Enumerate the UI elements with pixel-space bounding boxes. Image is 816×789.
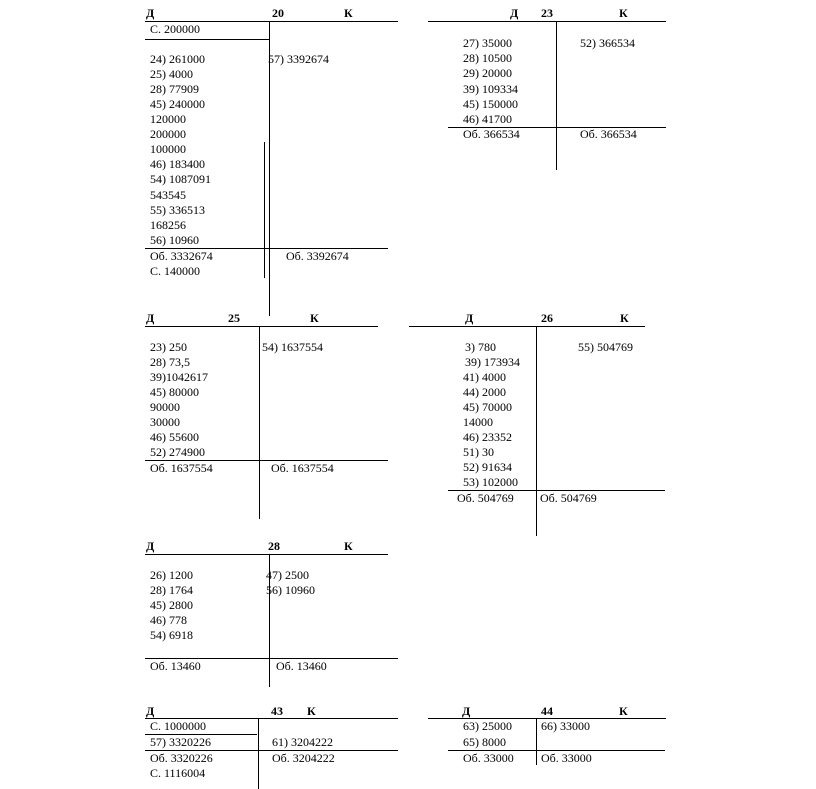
debit-entry: 100000	[150, 142, 186, 156]
debit-entry: 45) 80000	[150, 385, 199, 399]
credit-entry: 66) 33000	[541, 719, 590, 733]
turnover-credit: Об. 13460	[276, 659, 327, 673]
header-rule	[145, 554, 388, 555]
debit-entry: 39) 173934	[465, 355, 520, 369]
debit-label: Д	[146, 6, 155, 20]
turnover-debit: Об. 3332674	[150, 249, 213, 263]
debit-entry: 46) 778	[150, 613, 187, 627]
debit-entry: 14000	[463, 415, 493, 429]
credit-entry: 57) 3392674	[268, 52, 329, 66]
debit-entry: 53) 102000	[463, 475, 518, 489]
debit-entry: 63) 25000	[463, 719, 512, 733]
closing-balance: С. 1116004	[150, 766, 206, 780]
t-account-divider-inner	[264, 142, 265, 278]
debit-entry: 45) 2800	[150, 598, 193, 612]
debit-entry: 46) 41700	[463, 112, 512, 126]
debit-entry: 120000	[150, 112, 186, 126]
account-number: 23	[541, 6, 553, 20]
t-account-divider	[259, 326, 260, 519]
account-number: 20	[272, 6, 284, 20]
debit-entry: 55) 336513	[150, 203, 205, 217]
opening-rule	[145, 39, 270, 40]
credit-label: К	[344, 6, 353, 20]
turnover-credit: Об. 3204222	[272, 751, 335, 765]
debit-entry: 45) 240000	[150, 97, 205, 111]
debit-entry: 3) 780	[465, 340, 496, 354]
credit-entry: 56) 10960	[266, 583, 315, 597]
debit-entry: 28) 10500	[463, 51, 512, 65]
turnover-debit: Об. 3320226	[150, 751, 213, 765]
account-number: 25	[228, 311, 240, 325]
credit-entry: 61) 3204222	[272, 735, 333, 749]
debit-label: Д	[146, 704, 155, 718]
credit-label: К	[620, 311, 629, 325]
turnover-debit: Об. 1637554	[150, 461, 213, 475]
turnover-debit: Об. 504769	[457, 491, 514, 505]
credit-entry: 52) 366534	[580, 36, 635, 50]
debit-entry: 24) 261000	[150, 52, 205, 66]
debit-label: Д	[462, 704, 471, 718]
credit-label: К	[344, 539, 353, 553]
debit-entry: 52) 274900	[150, 445, 205, 459]
account-number: 26	[541, 311, 553, 325]
header-rule	[428, 21, 666, 22]
debit-entry: 41) 4000	[463, 370, 506, 384]
t-account-divider	[536, 326, 537, 536]
debit-entry: 39) 109334	[463, 82, 518, 96]
opening-balance: С. 200000	[150, 22, 201, 36]
t-account-divider	[258, 718, 259, 789]
debit-entry: 57) 3320226	[150, 735, 211, 749]
opening-balance: С. 1000000	[150, 719, 207, 733]
debit-entry: 65) 8000	[463, 735, 506, 749]
debit-entry: 51) 30	[463, 445, 494, 459]
debit-entry: 27) 35000	[463, 36, 512, 50]
debit-entry: 168256	[150, 218, 186, 232]
credit-label: К	[310, 311, 319, 325]
turnover-credit: Об. 3392674	[286, 249, 349, 263]
credit-entry: 55) 504769	[578, 340, 633, 354]
debit-entry: 29) 20000	[463, 66, 512, 80]
debit-entry: 45) 70000	[463, 400, 512, 414]
turnover-debit: Об. 366534	[463, 127, 520, 141]
t-account-divider	[536, 718, 537, 765]
debit-entry: 543545	[150, 188, 186, 202]
debit-entry: 52) 91634	[463, 460, 512, 474]
credit-label: К	[619, 6, 628, 20]
turnover-credit: Об. 33000	[541, 751, 592, 765]
debit-label: Д	[510, 6, 519, 20]
debit-entry: 46) 183400	[150, 157, 205, 171]
debit-label: Д	[465, 311, 474, 325]
turnover-credit: Об. 504769	[540, 491, 597, 505]
debit-entry: 39)1042617	[150, 370, 208, 384]
t-account-divider	[556, 21, 557, 170]
debit-label: Д	[146, 539, 155, 553]
debit-entry: 26) 1200	[150, 568, 193, 582]
debit-entry: 28) 73,5	[150, 355, 190, 369]
credit-entry: 47) 2500	[266, 568, 309, 582]
debit-entry: 45) 150000	[463, 97, 518, 111]
debit-entry: 46) 55600	[150, 430, 199, 444]
credit-label: К	[619, 704, 628, 718]
debit-entry: 28) 1764	[150, 583, 193, 597]
closing-balance: С. 140000	[150, 264, 201, 278]
account-number: 28	[268, 539, 280, 553]
debit-entry: 23) 250	[150, 340, 187, 354]
debit-entry: 200000	[150, 127, 186, 141]
debit-entry: 90000	[150, 400, 180, 414]
credit-label: К	[307, 704, 316, 718]
debit-label: Д	[146, 311, 155, 325]
debit-entry: 44) 2000	[463, 385, 506, 399]
debit-entry: 46) 23352	[463, 430, 512, 444]
debit-entry: 54) 6918	[150, 628, 193, 642]
account-number: 44	[541, 704, 553, 718]
debit-entry: 25) 4000	[150, 67, 193, 81]
debit-entry: 54) 1087091	[150, 172, 211, 186]
credit-entry: 54) 1637554	[262, 340, 323, 354]
account-number: 43	[271, 704, 283, 718]
header-rule	[145, 326, 378, 327]
debit-entry: 30000	[150, 415, 180, 429]
turnover-debit: Об. 33000	[463, 751, 514, 765]
turnover-credit: Об. 1637554	[271, 461, 334, 475]
turnover-credit: Об. 366534	[580, 127, 637, 141]
turnover-debit: Об. 13460	[150, 659, 201, 673]
header-rule	[409, 326, 645, 327]
debit-entry: 28) 77909	[150, 82, 199, 96]
debit-entry: 56) 10960	[150, 233, 199, 247]
